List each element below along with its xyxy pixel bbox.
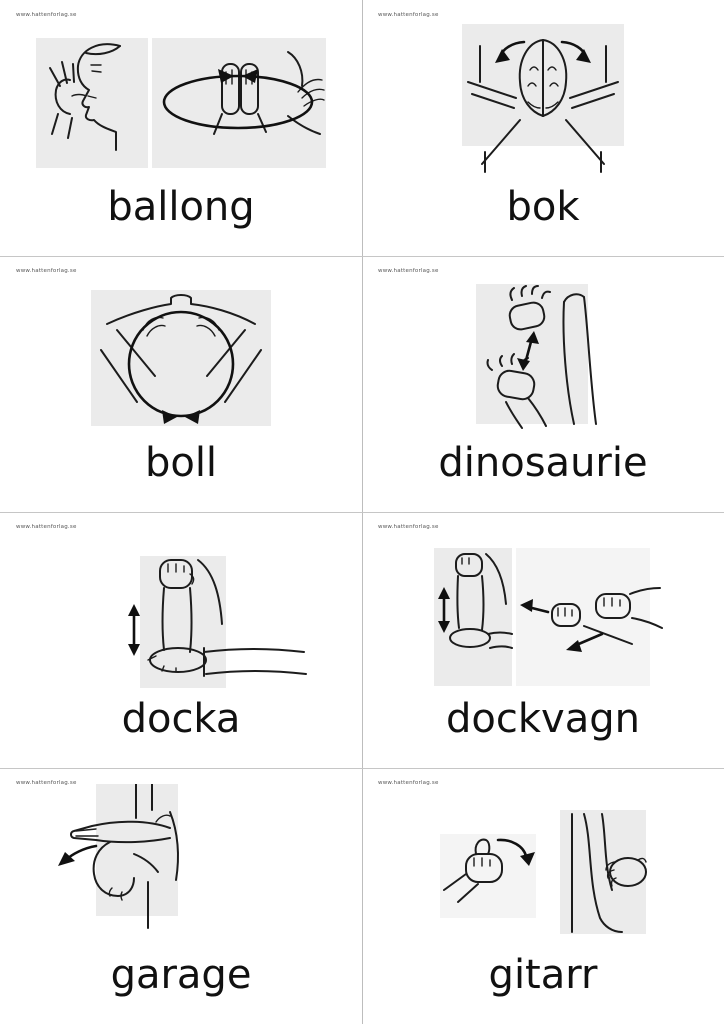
publisher-watermark: www.hattenforlag.se bbox=[16, 524, 77, 530]
flashcard-bok bbox=[362, 0, 724, 256]
publisher-watermark: www.hattenforlag.se bbox=[378, 524, 439, 530]
publisher-watermark: www.hattenforlag.se bbox=[16, 780, 77, 786]
card-word: garage bbox=[110, 952, 252, 998]
card-word: bok bbox=[506, 184, 580, 230]
flashcard-dockvagn bbox=[362, 512, 724, 768]
card-word: dockvagn bbox=[446, 696, 640, 742]
dinosaurie-sign-illustration bbox=[476, 284, 606, 430]
flashcard-gitarr bbox=[362, 768, 724, 1024]
boll-sign-illustration bbox=[91, 290, 271, 430]
flashcard-garage bbox=[0, 768, 362, 1024]
motion-arrow bbox=[58, 846, 96, 866]
bok-sign-illustration bbox=[458, 24, 628, 176]
publisher-watermark: www.hattenforlag.se bbox=[378, 780, 439, 786]
publisher-watermark: www.hattenforlag.se bbox=[16, 268, 77, 274]
card-word: ballong bbox=[107, 184, 255, 230]
card-word: docka bbox=[121, 696, 241, 742]
garage-sign-illustration bbox=[52, 784, 242, 930]
flashcard-docka bbox=[0, 512, 362, 768]
motion-arrow bbox=[128, 604, 140, 656]
publisher-watermark: www.hattenforlag.se bbox=[16, 12, 77, 18]
ballong-sign-illustration bbox=[36, 38, 326, 170]
docka-sign-illustration bbox=[118, 552, 308, 692]
publisher-watermark: www.hattenforlag.se bbox=[378, 268, 439, 274]
flashcard-boll bbox=[0, 256, 362, 512]
flashcard-ballong bbox=[0, 0, 362, 256]
gitarr-sign-illustration bbox=[432, 806, 677, 942]
card-word: gitarr bbox=[488, 952, 598, 998]
card-word: boll bbox=[144, 440, 218, 486]
flashcard-dinosaurie bbox=[362, 256, 724, 512]
card-word: dinosaurie bbox=[438, 440, 648, 486]
publisher-watermark: www.hattenforlag.se bbox=[378, 12, 439, 18]
dockvagn-sign-illustration bbox=[434, 548, 679, 688]
